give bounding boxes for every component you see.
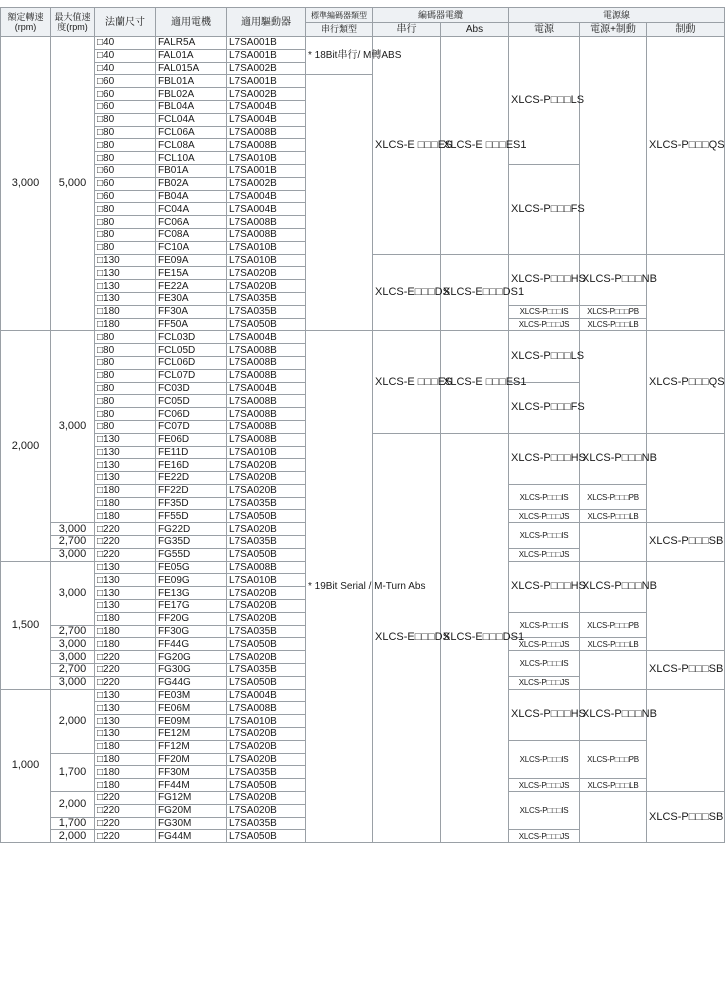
- rated-speed-cell: 3,000: [1, 37, 51, 331]
- flange-size-cell: □180: [95, 305, 156, 318]
- power-brake-cable-cell: XLCS-P□□□PB: [580, 305, 647, 318]
- flange-size-cell: □130: [95, 459, 156, 472]
- drive-model-cell: L7SA020B: [227, 804, 306, 817]
- brake-cable-cell: [647, 254, 725, 331]
- rated-speed-cell: 1,500: [1, 561, 51, 689]
- power-brake-cable-cell: XLCS-P□□□NB: [580, 689, 647, 740]
- drive-model-cell: L7SA050B: [227, 676, 306, 689]
- encoder-type-cell: * 18Bit串行/ M轉ABS: [306, 37, 373, 75]
- flange-size-cell: □130: [95, 600, 156, 613]
- max-speed-cell: 3,000: [51, 638, 95, 651]
- brake-cable-cell: XLCS-P□□□QS: [647, 37, 725, 255]
- motor-model-cell: FF20G: [156, 612, 227, 625]
- flange-size-cell: □220: [95, 830, 156, 843]
- motor-model-cell: FC04A: [156, 203, 227, 216]
- drive-model-cell: L7SA008B: [227, 356, 306, 369]
- drive-model-cell: L7SA002B: [227, 177, 306, 190]
- drive-model-cell: L7SA008B: [227, 702, 306, 715]
- power-cable-cell: XLCS-P□□□JS: [509, 548, 580, 561]
- header-power-brake: 電源+制動: [580, 23, 647, 37]
- flange-size-cell: □80: [95, 369, 156, 382]
- power-cable-cell: XLCS-P□□□IS: [509, 651, 580, 677]
- header-max-speed: 最大值速度(rpm): [51, 8, 95, 37]
- drive-model-cell: L7SA020B: [227, 459, 306, 472]
- drive-model-cell: L7SA008B: [227, 433, 306, 446]
- motor-model-cell: FB02A: [156, 177, 227, 190]
- encoder-type-cell: [306, 75, 373, 331]
- drive-model-cell: L7SA050B: [227, 548, 306, 561]
- motor-model-cell: FE30A: [156, 292, 227, 305]
- power-brake-cable-cell: XLCS-P□□□PB: [580, 484, 647, 510]
- motor-model-cell: FG12M: [156, 792, 227, 805]
- motor-model-cell: FCL08A: [156, 139, 227, 152]
- drive-model-cell: L7SA001B: [227, 164, 306, 177]
- drive-model-cell: L7SA001B: [227, 37, 306, 50]
- motor-model-cell: FAL01A: [156, 49, 227, 62]
- flange-size-cell: □180: [95, 753, 156, 766]
- motor-model-cell: FALR5A: [156, 37, 227, 50]
- motor-model-cell: FCL05D: [156, 344, 227, 357]
- drive-model-cell: L7SA035B: [227, 497, 306, 510]
- max-speed-cell: 3,000: [51, 561, 95, 625]
- motor-model-cell: FF20M: [156, 753, 227, 766]
- drive-model-cell: L7SA004B: [227, 190, 306, 203]
- drive-model-cell: L7SA004B: [227, 382, 306, 395]
- drive-model-cell: L7SA035B: [227, 305, 306, 318]
- motor-model-cell: FC06A: [156, 216, 227, 229]
- header-power-cable: 電源線: [509, 8, 725, 23]
- power-brake-cable-cell: XLCS-P□□□NB: [580, 561, 647, 612]
- drive-model-cell: L7SA004B: [227, 331, 306, 344]
- motor-model-cell: FG30G: [156, 664, 227, 677]
- flange-size-cell: □40: [95, 37, 156, 50]
- flange-size-cell: □80: [95, 420, 156, 433]
- power-brake-cable-cell: XLCS-P□□□PB: [580, 612, 647, 638]
- power-cable-cell: XLCS-P□□□FS: [509, 164, 580, 254]
- serial-cable-cell: XLCS-E □□□ES: [373, 331, 441, 433]
- max-speed-cell: 2,000: [51, 830, 95, 843]
- flange-size-cell: □130: [95, 728, 156, 741]
- flange-size-cell: □80: [95, 395, 156, 408]
- motor-model-cell: FF12M: [156, 740, 227, 753]
- drive-model-cell: L7SA010B: [227, 446, 306, 459]
- motor-model-cell: FB01A: [156, 164, 227, 177]
- flange-size-cell: □220: [95, 664, 156, 677]
- motor-model-cell: FF30A: [156, 305, 227, 318]
- header-rated-speed: 額定轉速(rpm): [1, 8, 51, 37]
- power-brake-cable-cell: XLCS-P□□□LB: [580, 638, 647, 651]
- motor-model-cell: FAL015A: [156, 62, 227, 75]
- brake-cable-cell: XLCS-P□□□QS: [647, 331, 725, 433]
- drive-model-cell: L7SA010B: [227, 715, 306, 728]
- flange-size-cell: □180: [95, 638, 156, 651]
- motor-model-cell: FE16D: [156, 459, 227, 472]
- power-brake-cable-cell: [580, 523, 647, 561]
- motor-model-cell: FF44G: [156, 638, 227, 651]
- flange-size-cell: □130: [95, 433, 156, 446]
- flange-size-cell: □80: [95, 356, 156, 369]
- motor-model-cell: FBL02A: [156, 88, 227, 101]
- drive-model-cell: L7SA010B: [227, 241, 306, 254]
- power-brake-cable-cell: [580, 37, 647, 255]
- drive-model-cell: L7SA008B: [227, 395, 306, 408]
- serial-cable-cell: XLCS-E□□□DS: [373, 433, 441, 843]
- drive-model-cell: L7SA020B: [227, 651, 306, 664]
- motor-model-cell: FB04A: [156, 190, 227, 203]
- power-cable-cell: XLCS-P□□□LS: [509, 331, 580, 382]
- flange-size-cell: □60: [95, 100, 156, 113]
- drive-model-cell: L7SA020B: [227, 600, 306, 613]
- motor-model-cell: FC07D: [156, 420, 227, 433]
- motor-model-cell: FE17G: [156, 600, 227, 613]
- drive-model-cell: L7SA050B: [227, 318, 306, 331]
- max-speed-cell: 3,000: [51, 676, 95, 689]
- flange-size-cell: □180: [95, 625, 156, 638]
- flange-size-cell: □80: [95, 228, 156, 241]
- motor-model-cell: FC06D: [156, 408, 227, 421]
- drive-model-cell: L7SA008B: [227, 126, 306, 139]
- motor-model-cell: FBL04A: [156, 100, 227, 113]
- max-speed-cell: 2,000: [51, 792, 95, 818]
- header-flange: 法蘭尺寸: [95, 8, 156, 37]
- flange-size-cell: □220: [95, 676, 156, 689]
- table-row: [1, 37, 725, 50]
- motor-model-cell: FC03D: [156, 382, 227, 395]
- max-speed-cell: 2,700: [51, 625, 95, 638]
- flange-size-cell: □180: [95, 497, 156, 510]
- flange-size-cell: □130: [95, 280, 156, 293]
- drive-model-cell: L7SA004B: [227, 113, 306, 126]
- drive-model-cell: L7SA020B: [227, 472, 306, 485]
- flange-size-cell: □60: [95, 164, 156, 177]
- motor-model-cell: FE12M: [156, 728, 227, 741]
- flange-size-cell: □80: [95, 139, 156, 152]
- drive-model-cell: L7SA050B: [227, 510, 306, 523]
- flange-size-cell: □60: [95, 75, 156, 88]
- drive-model-cell: L7SA035B: [227, 817, 306, 830]
- drive-model-cell: L7SA010B: [227, 254, 306, 267]
- motor-model-cell: FE06M: [156, 702, 227, 715]
- brake-cable-cell: [647, 433, 725, 523]
- motor-model-cell: FF30G: [156, 625, 227, 638]
- drive-model-cell: L7SA008B: [227, 561, 306, 574]
- drive-model-cell: L7SA008B: [227, 408, 306, 421]
- power-cable-cell: XLCS-P□□□IS: [509, 740, 580, 778]
- power-cable-cell: XLCS-P□□□JS: [509, 510, 580, 523]
- flange-size-cell: □130: [95, 446, 156, 459]
- motor-model-cell: FG20M: [156, 804, 227, 817]
- drive-model-cell: L7SA001B: [227, 75, 306, 88]
- flange-size-cell: □80: [95, 408, 156, 421]
- motor-model-cell: FE05G: [156, 561, 227, 574]
- power-cable-cell: XLCS-P□□□JS: [509, 779, 580, 792]
- max-speed-cell: 2,000: [51, 689, 95, 753]
- drive-model-cell: L7SA002B: [227, 62, 306, 75]
- header-drive: 適用驅動器: [227, 8, 306, 37]
- motor-model-cell: FE22A: [156, 280, 227, 293]
- power-cable-cell: XLCS-P□□□IS: [509, 484, 580, 510]
- encoder-type-cell: * 19Bit Serial / M-Turn Abs: [306, 331, 373, 843]
- drive-model-cell: L7SA020B: [227, 267, 306, 280]
- power-cable-cell: XLCS-P□□□JS: [509, 830, 580, 843]
- brake-cable-cell: XLCS-P□□□SB: [647, 651, 725, 689]
- drive-model-cell: L7SA008B: [227, 369, 306, 382]
- brake-cable-cell: [647, 561, 725, 651]
- motor-model-cell: FF35D: [156, 497, 227, 510]
- power-cable-cell: XLCS-P□□□JS: [509, 638, 580, 651]
- power-cable-cell: XLCS-P□□□IS: [509, 523, 580, 549]
- drive-model-cell: L7SA008B: [227, 344, 306, 357]
- motor-model-cell: FC10A: [156, 241, 227, 254]
- drive-model-cell: L7SA020B: [227, 484, 306, 497]
- power-cable-cell: XLCS-P□□□HS: [509, 254, 580, 305]
- motor-model-cell: FF55D: [156, 510, 227, 523]
- abs-cable-cell: XLCS-E □□□ES1: [441, 37, 509, 255]
- motor-model-cell: FF50A: [156, 318, 227, 331]
- flange-size-cell: □180: [95, 510, 156, 523]
- motor-model-cell: FC08A: [156, 228, 227, 241]
- motor-model-cell: FF22D: [156, 484, 227, 497]
- motor-model-cell: FCL03D: [156, 331, 227, 344]
- rated-speed-cell: 1,000: [1, 689, 51, 843]
- flange-size-cell: □180: [95, 318, 156, 331]
- motor-model-cell: FG30M: [156, 817, 227, 830]
- flange-size-cell: □220: [95, 536, 156, 549]
- motor-model-cell: FBL01A: [156, 75, 227, 88]
- motor-model-cell: FF44M: [156, 779, 227, 792]
- motor-model-cell: FE22D: [156, 472, 227, 485]
- drive-model-cell: L7SA020B: [227, 587, 306, 600]
- rated-speed-cell: 2,000: [1, 331, 51, 561]
- flange-size-cell: □220: [95, 523, 156, 536]
- drive-model-cell: L7SA035B: [227, 536, 306, 549]
- flange-size-cell: □180: [95, 612, 156, 625]
- motor-model-cell: FE03M: [156, 689, 227, 702]
- flange-size-cell: □130: [95, 254, 156, 267]
- drive-model-cell: L7SA008B: [227, 139, 306, 152]
- drive-model-cell: L7SA020B: [227, 280, 306, 293]
- header-motor: 適用電機: [156, 8, 227, 37]
- abs-cable-cell: XLCS-E□□□DS1: [441, 433, 509, 843]
- motor-model-cell: FE15A: [156, 267, 227, 280]
- motor-model-cell: FE06D: [156, 433, 227, 446]
- motor-model-cell: FG22D: [156, 523, 227, 536]
- drive-model-cell: L7SA020B: [227, 753, 306, 766]
- drive-model-cell: L7SA002B: [227, 88, 306, 101]
- power-cable-cell: XLCS-P□□□LS: [509, 37, 580, 165]
- header-row-1: [1, 8, 725, 23]
- max-speed-cell: 3,000: [51, 523, 95, 536]
- power-brake-cable-cell: XLCS-P□□□LB: [580, 318, 647, 331]
- motor-model-cell: FE09M: [156, 715, 227, 728]
- motor-model-cell: FCL04A: [156, 113, 227, 126]
- drive-model-cell: L7SA020B: [227, 728, 306, 741]
- flange-size-cell: □130: [95, 715, 156, 728]
- power-brake-cable-cell: XLCS-P□□□LB: [580, 510, 647, 523]
- power-cable-cell: XLCS-P□□□JS: [509, 318, 580, 331]
- flange-size-cell: □130: [95, 574, 156, 587]
- motor-model-cell: FG44G: [156, 676, 227, 689]
- motor-model-cell: FG44M: [156, 830, 227, 843]
- drive-model-cell: L7SA050B: [227, 638, 306, 651]
- flange-size-cell: □180: [95, 766, 156, 779]
- drive-model-cell: L7SA004B: [227, 203, 306, 216]
- power-cable-cell: XLCS-P□□□HS: [509, 561, 580, 612]
- flange-size-cell: □220: [95, 804, 156, 817]
- max-speed-cell: 3,000: [51, 651, 95, 664]
- drive-model-cell: L7SA008B: [227, 420, 306, 433]
- drive-model-cell: L7SA050B: [227, 779, 306, 792]
- flange-size-cell: □130: [95, 472, 156, 485]
- drive-model-cell: L7SA035B: [227, 625, 306, 638]
- header-brake: 制動: [647, 23, 725, 37]
- power-brake-cable-cell: XLCS-P□□□LB: [580, 779, 647, 792]
- motor-model-cell: FG35D: [156, 536, 227, 549]
- flange-size-cell: □80: [95, 382, 156, 395]
- max-speed-cell: 1,700: [51, 817, 95, 830]
- drive-model-cell: L7SA035B: [227, 664, 306, 677]
- motor-model-cell: FC05D: [156, 395, 227, 408]
- power-cable-cell: XLCS-P□□□HS: [509, 689, 580, 740]
- drive-model-cell: L7SA001B: [227, 49, 306, 62]
- drive-model-cell: L7SA010B: [227, 152, 306, 165]
- drive-model-cell: L7SA004B: [227, 689, 306, 702]
- header-power: 電源: [509, 23, 580, 37]
- flange-size-cell: □130: [95, 587, 156, 600]
- max-speed-cell: 3,000: [51, 548, 95, 561]
- motor-model-cell: FCL07D: [156, 369, 227, 382]
- motor-model-cell: FCL06D: [156, 356, 227, 369]
- power-brake-cable-cell: XLCS-P□□□NB: [580, 254, 647, 305]
- flange-size-cell: □80: [95, 203, 156, 216]
- drive-model-cell: L7SA010B: [227, 574, 306, 587]
- flange-size-cell: □40: [95, 62, 156, 75]
- drive-model-cell: L7SA008B: [227, 216, 306, 229]
- flange-size-cell: □80: [95, 216, 156, 229]
- motor-model-cell: FG55D: [156, 548, 227, 561]
- flange-size-cell: □60: [95, 177, 156, 190]
- abs-cable-cell: XLCS-E □□□ES1: [441, 331, 509, 433]
- power-cable-cell: XLCS-P□□□IS: [509, 305, 580, 318]
- motor-model-cell: FG20G: [156, 651, 227, 664]
- motor-model-cell: FCL06A: [156, 126, 227, 139]
- motor-model-cell: FF30M: [156, 766, 227, 779]
- motor-model-cell: FE09A: [156, 254, 227, 267]
- power-cable-cell: XLCS-P□□□IS: [509, 612, 580, 638]
- brake-cable-cell: [647, 689, 725, 791]
- power-cable-cell: XLCS-P□□□FS: [509, 382, 580, 433]
- table-row: [1, 331, 725, 344]
- flange-size-cell: □60: [95, 190, 156, 203]
- flange-size-cell: □130: [95, 292, 156, 305]
- max-speed-cell: 2,700: [51, 536, 95, 549]
- flange-size-cell: □130: [95, 267, 156, 280]
- motor-model-cell: FE13G: [156, 587, 227, 600]
- drive-model-cell: L7SA035B: [227, 766, 306, 779]
- power-brake-cable-cell: [580, 651, 647, 689]
- power-cable-cell: XLCS-P□□□IS: [509, 792, 580, 830]
- power-cable-cell: XLCS-P□□□HS: [509, 433, 580, 484]
- flange-size-cell: □80: [95, 152, 156, 165]
- drive-model-cell: L7SA035B: [227, 292, 306, 305]
- power-brake-cable-cell: XLCS-P□□□NB: [580, 433, 647, 484]
- flange-size-cell: □80: [95, 344, 156, 357]
- brake-cable-cell: XLCS-P□□□SB: [647, 523, 725, 561]
- flange-size-cell: □180: [95, 484, 156, 497]
- flange-size-cell: □80: [95, 113, 156, 126]
- flange-size-cell: □80: [95, 241, 156, 254]
- drive-model-cell: L7SA020B: [227, 523, 306, 536]
- serial-cable-cell: XLCS-E□□□DS: [373, 254, 441, 331]
- flange-size-cell: □130: [95, 561, 156, 574]
- header-abs: Abs: [441, 23, 509, 37]
- power-brake-cable-cell: XLCS-P□□□PB: [580, 740, 647, 778]
- motor-model-cell: FE11D: [156, 446, 227, 459]
- motor-model-cell: FCL10A: [156, 152, 227, 165]
- flange-size-cell: □80: [95, 126, 156, 139]
- power-brake-cable-cell: [580, 792, 647, 843]
- flange-size-cell: □40: [95, 49, 156, 62]
- max-speed-cell: 2,700: [51, 664, 95, 677]
- serial-cable-cell: XLCS-E □□□ES: [373, 37, 441, 255]
- header-serial: 串行: [373, 23, 441, 37]
- flange-size-cell: □220: [95, 792, 156, 805]
- abs-cable-cell: XLCS-E□□□DS1: [441, 254, 509, 331]
- drive-model-cell: L7SA020B: [227, 612, 306, 625]
- max-speed-cell: 1,700: [51, 753, 95, 791]
- flange-size-cell: □130: [95, 689, 156, 702]
- drive-model-cell: L7SA008B: [227, 228, 306, 241]
- servo-cable-table: [0, 7, 725, 843]
- power-cable-cell: XLCS-P□□□JS: [509, 676, 580, 689]
- flange-size-cell: □60: [95, 88, 156, 101]
- header-encoder-cable: 編碼器電纜: [373, 8, 509, 23]
- flange-size-cell: □220: [95, 548, 156, 561]
- drive-model-cell: L7SA004B: [227, 100, 306, 113]
- drive-model-cell: L7SA020B: [227, 740, 306, 753]
- max-speed-cell: 5,000: [51, 37, 95, 331]
- flange-size-cell: □220: [95, 817, 156, 830]
- drive-model-cell: L7SA050B: [227, 830, 306, 843]
- power-brake-cable-cell: [580, 331, 647, 433]
- max-speed-cell: 3,000: [51, 331, 95, 523]
- brake-cable-cell: XLCS-P□□□SB: [647, 792, 725, 843]
- header-encoder-type: 標準編碼器類型: [306, 8, 373, 23]
- drive-model-cell: L7SA020B: [227, 792, 306, 805]
- flange-size-cell: □80: [95, 331, 156, 344]
- flange-size-cell: □180: [95, 779, 156, 792]
- header-serial-type: 串行類型: [306, 23, 373, 37]
- flange-size-cell: □180: [95, 740, 156, 753]
- flange-size-cell: □220: [95, 651, 156, 664]
- motor-model-cell: FE09G: [156, 574, 227, 587]
- flange-size-cell: □130: [95, 702, 156, 715]
